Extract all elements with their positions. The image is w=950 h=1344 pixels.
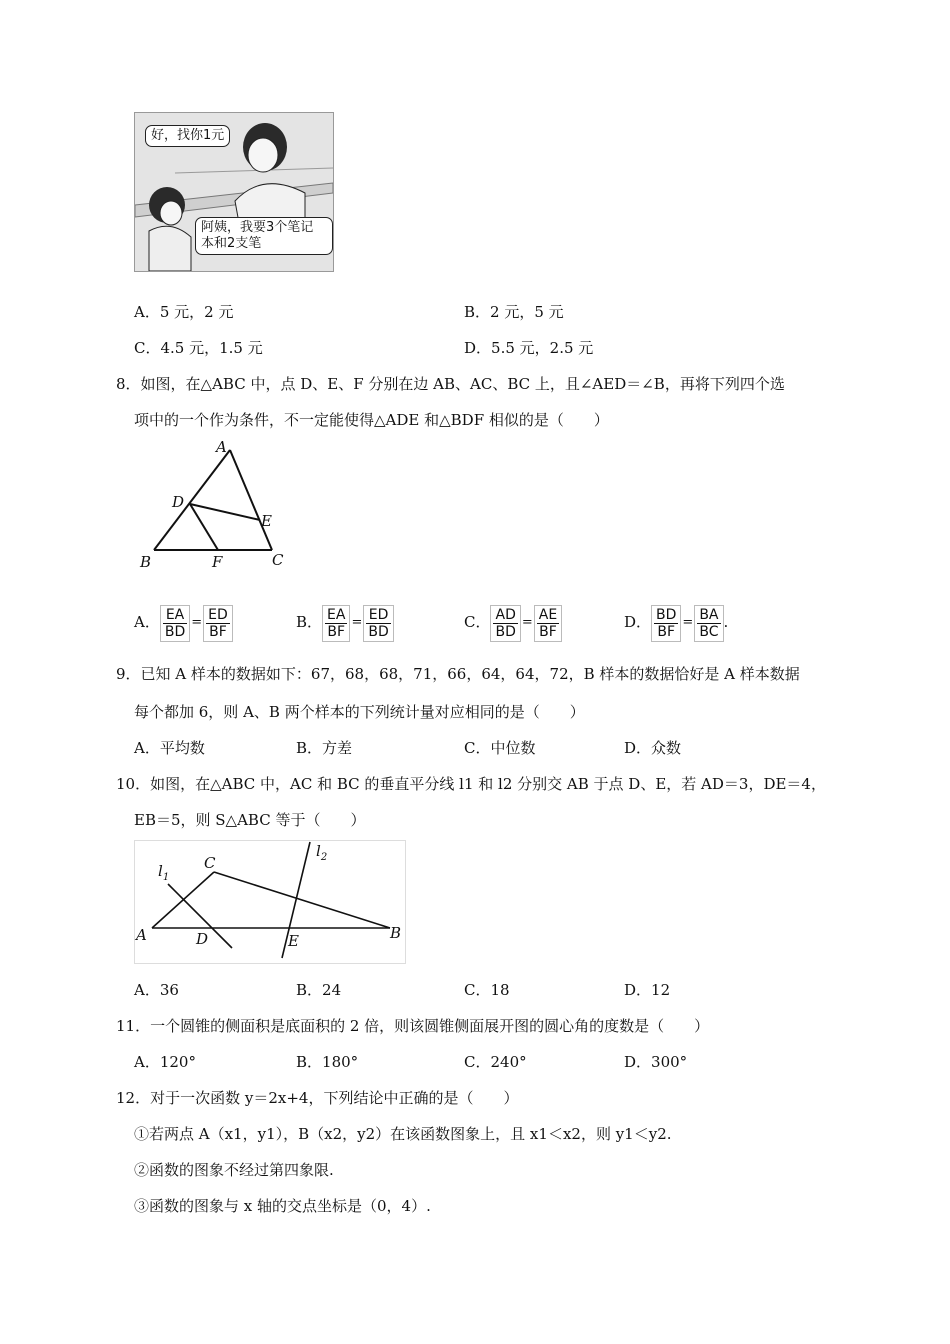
q11-option-a: A．120° (134, 1053, 196, 1071)
q8-option-b-frac2: $\frac{ED}{BD}$ (363, 605, 393, 642)
q12-item-3: ③函数的图象与 x 轴的交点坐标是（0，4）. (134, 1197, 431, 1215)
q8-option-c (464, 600, 562, 645)
q11-option-c: C．240° (464, 1053, 527, 1071)
q10-stem-line2: EB＝5，则 S△ABC 等于（ ） (134, 811, 366, 829)
q10-option-c: C．18 (464, 981, 510, 999)
q10-label-a: A (136, 926, 147, 944)
q10-option-d: D．12 (624, 981, 671, 999)
q7-option-b: B．2 元，5 元 (464, 303, 564, 321)
q8-option-a-eq: = (191, 615, 203, 630)
q11-stem: 11．一个圆锥的侧面积是底面积的 2 倍，则该圆锥侧面展开图的圆心角的度数是（ ） (116, 1017, 710, 1035)
q8-option-b-letter: B． (296, 613, 323, 631)
q7-option-a: A．5 元，2 元 (134, 303, 234, 321)
q10-label-l2: $l_2$ (316, 842, 328, 863)
q10-label-d: D (196, 930, 209, 948)
q8-option-c-frac2: $\frac{AE}{BF}$ (534, 605, 562, 642)
q11-option-d: D．300° (624, 1053, 688, 1071)
q8-option-d-frac1: $\frac{BD}{BF}$ (651, 605, 681, 642)
q8-option-a-frac1: $\frac{EA}{BD}$ (160, 605, 190, 642)
shopping-cartoon-image (134, 112, 334, 272)
q8-label-b: B (140, 553, 152, 571)
q12-stem: 12．对于一次函数 y＝2x+4，下列结论中正确的是（ ） (116, 1089, 519, 1107)
q9-option-d: D．众数 (624, 739, 682, 757)
q10-option-a: A．36 (134, 981, 179, 999)
q8-seg-df (190, 504, 218, 550)
q10-triangle-figure (134, 840, 406, 964)
q10-label-b: B (390, 924, 402, 942)
q8-label-e: E (261, 512, 272, 530)
q8-label-d: D (172, 493, 185, 511)
q8-option-b-frac1: $\frac{EA}{BF}$ (322, 605, 350, 642)
q8-option-c-frac1: $\frac{AD}{BD}$ (490, 605, 520, 642)
q10-label-e: E (288, 932, 299, 950)
q7-option-c: C．4.5 元，1.5 元 (134, 339, 263, 357)
bubble-cashier: 好，找你1元 (145, 125, 230, 147)
q8-option-a (134, 600, 233, 645)
q10-stem-line1: 10．如图，在△ABC 中，AC 和 BC 的垂直平分线 l1 和 l2 分别交 AB 于点 D、E，若 AD＝3，DE＝4， (116, 775, 826, 793)
q10-option-b: B．24 (296, 981, 342, 999)
q9-option-a: A．平均数 (134, 739, 205, 757)
q8-option-b (296, 600, 394, 645)
q7-option-d: D．5.5 元，2.5 元 (464, 339, 594, 357)
q8-option-c-letter: C． (464, 613, 491, 631)
q10-label-c: C (204, 854, 216, 872)
bubble-girl (195, 217, 333, 255)
bubble-girl-line1: 阿姨，我要3个笔记 (201, 220, 314, 235)
q12-item-2: ②函数的图象不经过第四象限. (134, 1161, 334, 1179)
q8-option-d-eq: = (682, 615, 694, 630)
q8-label-f: F (212, 553, 223, 571)
q9-stem-line1: 9．已知 A 样本的数据如下：67，68，68，71，66，64，64，72，B 样本的数据恰好是 A 样本数据 (116, 665, 800, 683)
q8-seg-ac (230, 450, 272, 550)
q8-option-d (624, 600, 728, 645)
q8-option-a-letter: A． (134, 613, 160, 631)
q8-triangle-figure (134, 440, 294, 572)
q8-label-c: C (272, 551, 284, 569)
q8-option-d-frac2: $\frac{BA}{BC}$ (694, 605, 723, 642)
q10-seg-cb (214, 872, 390, 928)
q8-seg-de (190, 504, 260, 520)
q8-stem-line1: 8．如图，在△ABC 中，点 D、E、F 分别在边 AB、AC、BC 上，且∠AED＝∠B，再将下列四个选 (116, 375, 785, 393)
q8-option-d-tail: . (723, 613, 729, 631)
bubble-girl-line2: 本和2支笔 (201, 236, 262, 251)
q8-seg-ab (154, 450, 230, 550)
q9-option-c: C．中位数 (464, 739, 536, 757)
q8-label-a: A (216, 440, 227, 456)
q9-stem-line2: 每个都加 6，则 A、B 两个样本的下列统计量对应相同的是（ ） (134, 703, 585, 721)
q9-option-b: B．方差 (296, 739, 353, 757)
q8-option-a-frac2: $\frac{ED}{BF}$ (203, 605, 233, 642)
q8-stem-line2: 项中的一个作为条件，不一定能使得△ADE 和△BDF 相似的是（ ） (134, 411, 609, 429)
q8-option-b-eq: = (351, 615, 363, 630)
q10-label-l1: $l_1$ (158, 862, 170, 883)
q8-option-c-eq: = (521, 615, 533, 630)
q11-option-b: B．180° (296, 1053, 359, 1071)
q12-item-1: ①若两点 A（x1，y1），B（x2，y2）在该函数图象上，且 x1＜x2，则 y1＜y2. (134, 1125, 672, 1143)
q8-option-d-letter: D． (624, 613, 652, 631)
